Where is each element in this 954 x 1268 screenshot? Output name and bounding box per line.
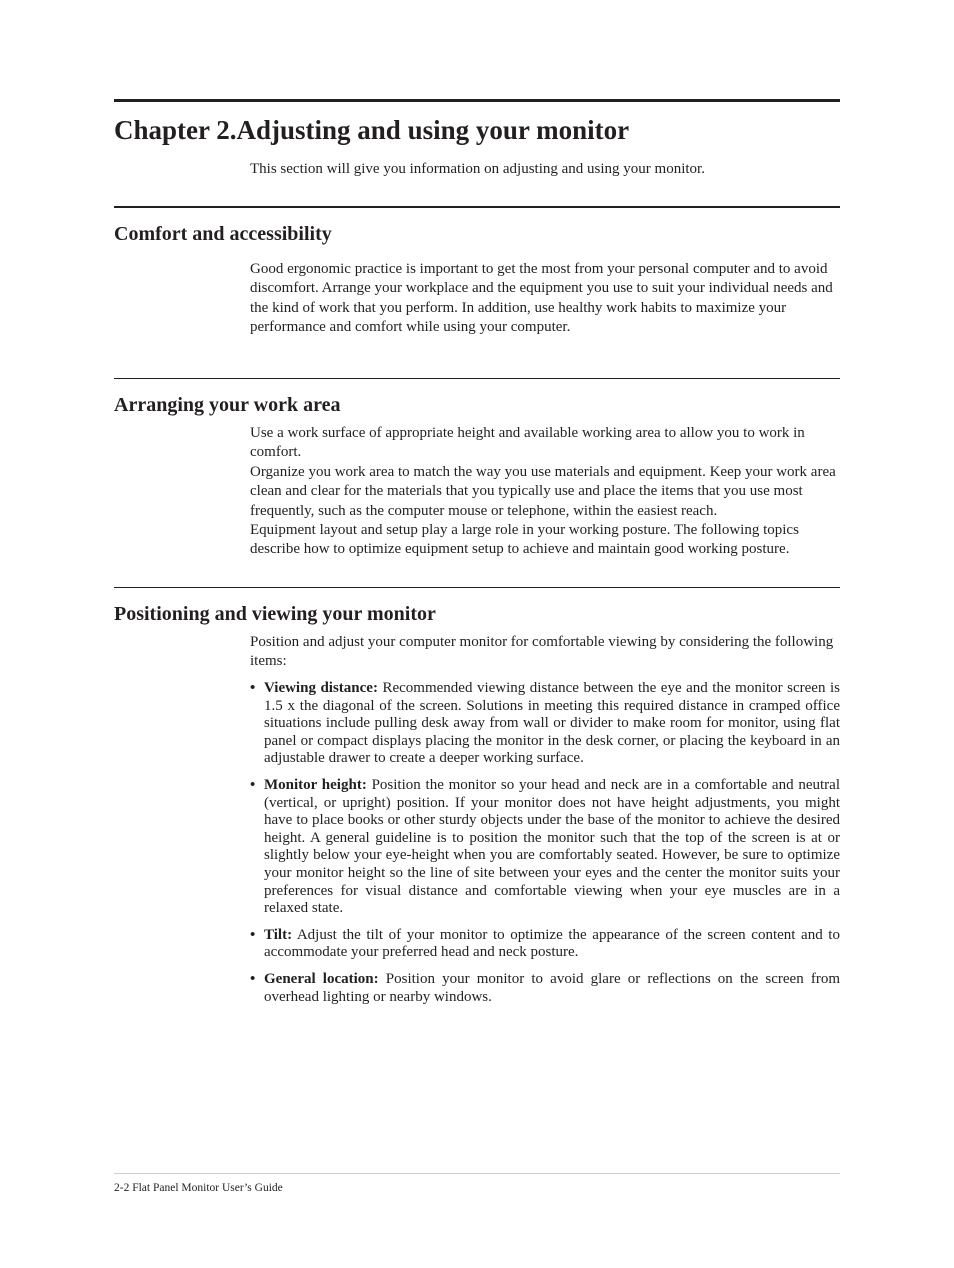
footer-text: 2-2 Flat Panel Monitor User’s Guide	[114, 1182, 283, 1194]
positioning-list	[250, 680, 840, 1015]
section-title-comfort: Comfort and accessibility	[114, 223, 332, 245]
bullet-icon: •	[250, 680, 256, 696]
list-item-term: Monitor height:	[264, 776, 367, 793]
list-item-text: Position your monitor to avoid glare or reflections on the screen from overhead lighting or nearby windows.	[264, 970, 841, 1005]
list-item-monitor-height	[250, 777, 840, 918]
chapter-title: Chapter 2.Adjusting and using your monitor	[114, 115, 630, 145]
list-item-viewing-distance	[250, 680, 840, 768]
list-item-term: Viewing distance:	[264, 680, 378, 696]
bullet-icon: •	[250, 970, 256, 987]
work-area-body	[250, 424, 840, 560]
list-item-text: Recommended viewing distance between the eye and the monitor screen is 1.5 x the diagonal of the screen. Solutions in meeting this required distance in cramped office situations include pulling desk away from wall or divider to make room for monitor, using flat panel or compact displays placing the monitor in the desk corner, or placing the keyboard in an adjustable drawer to create a deeper working surface.	[264, 680, 840, 767]
chapter-rule	[114, 99, 840, 102]
section-rule-positioning	[114, 587, 840, 588]
list-item-tilt	[250, 927, 840, 962]
positioning-intro: Position and adjust your computer monitor for comfortable viewing by considering the following items:	[250, 634, 834, 670]
footer-rule	[114, 1173, 840, 1174]
list-item-term: Tilt:	[264, 926, 293, 943]
section-title-positioning: Positioning and viewing your monitor	[114, 603, 436, 625]
list-item-general-location	[250, 971, 840, 1006]
list-item-text: Adjust the tilt of your monitor to optimize the appearance of the screen content and to accommodate your preferred head and neck posture.	[264, 926, 840, 961]
section-title-work-area: Arranging your work area	[114, 394, 341, 416]
work-area-paragraph: Organize you work area to match the way you use materials and equipment. Keep your work area clean and clear for the materials that you typically use and place the items that you use most frequently, such as the computer mouse or telephone, within the easiest reach.	[250, 463, 836, 519]
work-area-paragraph: Equipment layout and setup play a large role in your working posture. The following topics describe how to optimize equipment setup to achieve and maintain good working posture.	[250, 522, 799, 558]
section-rule-work-area	[114, 378, 840, 379]
list-item-text: Position the monitor so your head and neck are in a comfortable and neutral (vertical, or upright) position. If your monitor does not have height adjustments, you might have to place books or other sturdy objects under the base of the monitor to achieve the desired height. A general guideline is to position the monitor such that the top of the screen is at or slightly below your eye-height when you are comfortably seated. However, be sure to optimize your monitor height so the line of site between your eyes and the center the monitor suits your preferences for visual distance and comfortable viewing when your eye muscles are in a relaxed state.	[264, 776, 840, 917]
list-item-term: General location:	[264, 970, 379, 987]
comfort-paragraph: Good ergonomic practice is important to get the most from your personal computer and to avoid discomfort. Arrange your workplace and the equipment you use to suit your individual needs and the kind of work that you perform. In addition, use healthy work habits to maximize your performance and comfort while using your computer.	[250, 261, 833, 336]
bullet-icon: •	[250, 926, 256, 943]
section-rule-comfort	[114, 206, 840, 208]
chapter-intro: This section will give you information on adjusting and using your monitor.	[250, 161, 705, 177]
bullet-icon: •	[250, 776, 256, 793]
work-area-paragraph: Use a work surface of appropriate height and available working area to allow you to work in comfort.	[250, 425, 805, 461]
